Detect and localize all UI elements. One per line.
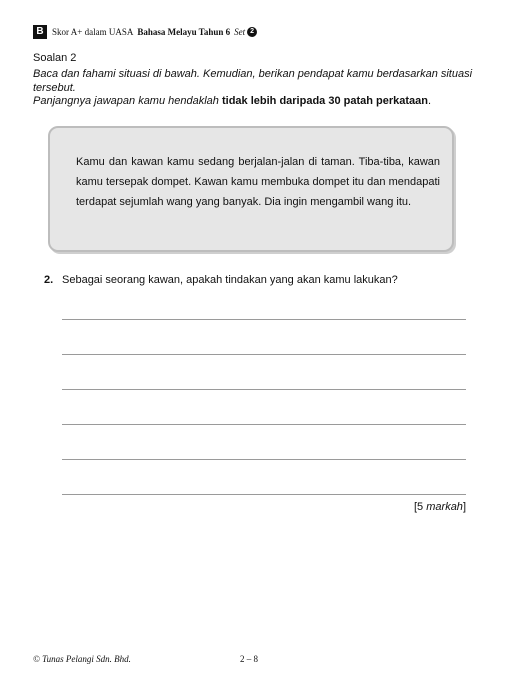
- publisher-logo-icon: B: [33, 25, 47, 39]
- instruction-text: Baca dan fahami situasi di bawah. Kemudian, berikan pendapat kamu berdasarkan situasi tersebut.: [33, 68, 473, 94]
- footer-page-number: 2 – 8: [240, 654, 258, 664]
- question-text: Sebagai seorang kawan, apakah tindakan yang akan kamu lakukan?: [62, 274, 398, 286]
- set-number-badge: 2: [247, 27, 257, 37]
- answer-line[interactable]: [62, 424, 466, 425]
- length-instruction: [33, 95, 431, 107]
- situation-text: Kamu dan kawan kamu sedang berjalan-jalan di taman. Tiba-tiba, kawan kamu tersepak dompet. Kawan kamu membuka dompet itu dan mendapati terdapat sejumlah wang yang banyak. Dia ingin mengambil wang itu.: [76, 156, 440, 208]
- page-header: [33, 25, 257, 39]
- length-instruction-limit: tidak lebih daripada 30 patah perkataan: [221, 95, 428, 107]
- question-number: 2.: [44, 274, 54, 286]
- header-set-label: Set: [234, 27, 246, 37]
- answer-line[interactable]: [62, 494, 466, 495]
- marks-word: markah: [426, 501, 463, 513]
- answer-line[interactable]: [62, 459, 466, 460]
- marks-open: [5: [414, 501, 424, 513]
- length-instruction-prefix: Panjangnya jawapan kamu hendaklah: [33, 95, 219, 107]
- answer-line[interactable]: [62, 389, 466, 390]
- marks-label: [414, 501, 466, 513]
- answer-line[interactable]: [62, 354, 466, 355]
- length-instruction-suffix: .: [428, 95, 432, 107]
- section-title: Soalan 2: [33, 52, 77, 64]
- footer-publisher: © Tunas Pelangi Sdn. Bhd.: [33, 654, 131, 664]
- situation-box: [48, 126, 454, 252]
- marks-close: ]: [462, 501, 466, 513]
- header-book-title: Bahasa Melayu Tahun 6: [137, 27, 231, 37]
- header-series-title: Skor A+ dalam UASA: [52, 27, 134, 37]
- answer-line[interactable]: [62, 319, 466, 320]
